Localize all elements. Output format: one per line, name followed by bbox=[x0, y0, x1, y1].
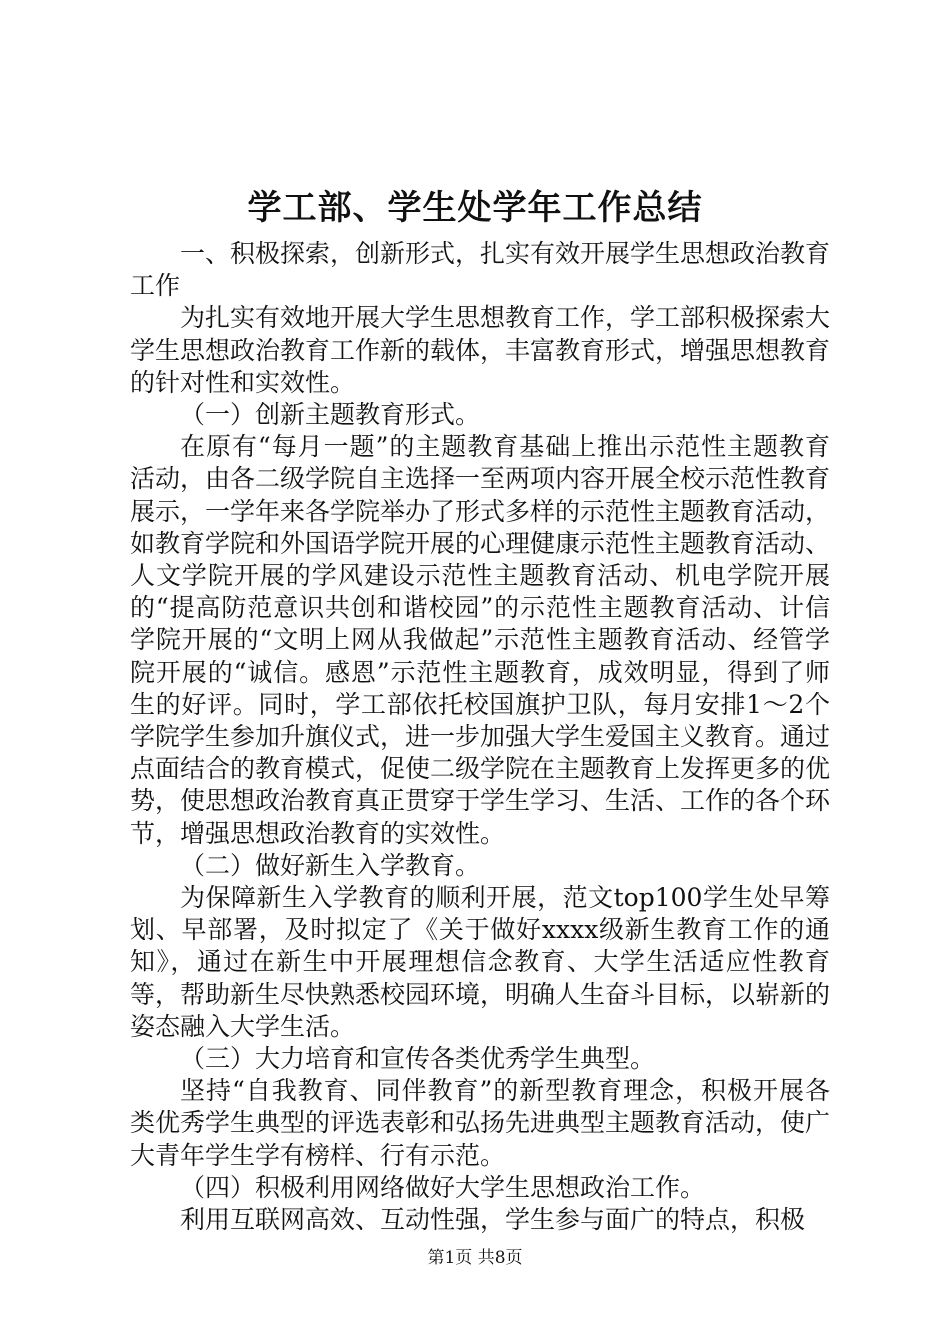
subsection-heading: （二）做好新生入学教育。 bbox=[180, 850, 481, 880]
subsection-heading: （一）创新主题教育形式。 bbox=[180, 400, 481, 430]
paragraph: 利用互联网高效、互动性强，学生参与面广的特点，积极 bbox=[180, 1205, 806, 1235]
paragraph: 坚持“自我教育、同伴教育”的新型教育理念，积极开展各类优秀学生典型的评选表彰和弘扬先进典型主题教育活动，使广大青年学生学有榜样、行有示范。 bbox=[130, 1076, 831, 1170]
document-title: 学工部、学生处学年工作总结 bbox=[247, 188, 703, 228]
paragraph: 为保障新生入学教育的顺利开展，范文top100学生处早筹划、早部署，及时拟定了《关于做好xxxx级新生教育工作的通知》，通过在新生中开展理想信念教育、大学生活适应性教育等，帮助新生尽快熟悉校园环境，明确人生奋斗目标，以崭新的姿态融入大学生活。 bbox=[130, 883, 831, 1041]
section-heading: 一、积极探索，创新形式，扎实有效开展学生思想政治教育工作 bbox=[130, 239, 831, 301]
page-footer: 第1页 共8页 bbox=[427, 1248, 523, 1268]
subsection-heading: （三）大力培育和宣传各类优秀学生典型。 bbox=[180, 1044, 656, 1074]
paragraph: 为扎实有效地开展大学生思想教育工作，学工部积极探索大学生思想政治教育工作新的载体，丰富教育形式，增强思想教育的针对性和实效性。 bbox=[130, 303, 831, 397]
paragraph: 在原有“每月一题”的主题教育基础上推出示范性主题教育活动，由各二级学院自主选择一至两项内容开展全校示范性教育展示，一学年来各学院举办了形式多样的示范性主题教育活动，如教育学院和外国语学院开展的心理健康示范性主题教育活动、人文学院开展的学风建设示范性主题教育活动、机电学院开展的“提高防范意识共创和谐校园”的示范性主题教育活动、计信学院开展的“文明上网从我做起”示范性主题教育活动、经管学院开展的“诚信。感恩”示范性主题教育，成效明显，得到了师生的好评。同时，学工部依托校国旗护卫队，每月安排1～2个学院学生参加升旗仪式，进一步加强大学生爱国主义教育。通过点面结合的教育模式，促使二级学院在主题教育上发挥更多的优势，使思想政治教育真正贯穿于学生学习、生活、工作的各个环节，增强思想政治教育的实效性。 bbox=[130, 432, 831, 848]
document-body bbox=[130, 238, 830, 1236]
subsection-heading: （四）积极利用网络做好大学生思想政治工作。 bbox=[180, 1172, 706, 1202]
